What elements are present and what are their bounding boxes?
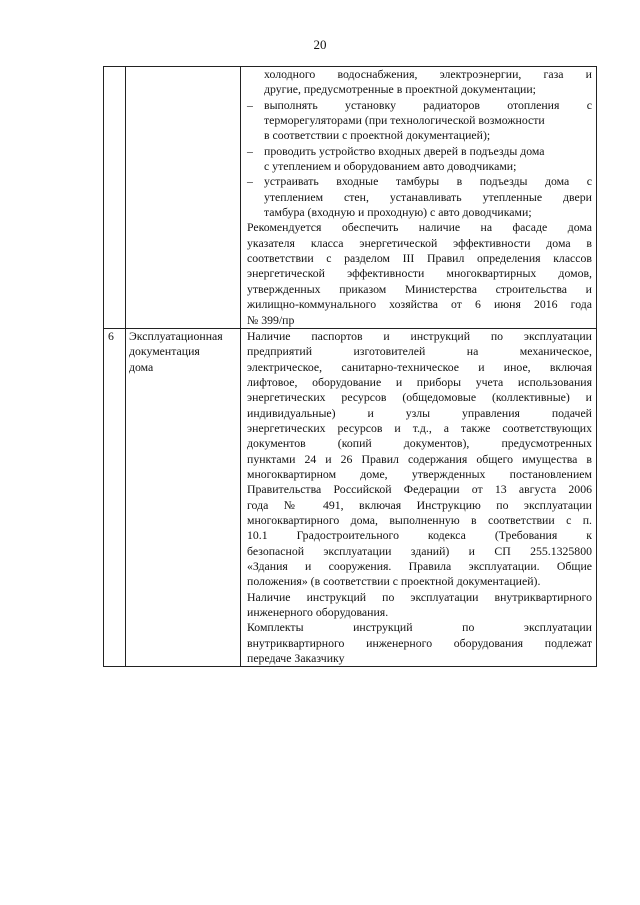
content-line: инженерного оборудования.	[247, 605, 389, 620]
content-line: Наличие инструкций по эксплуатации внутриквартирного	[247, 589, 592, 604]
bullet-item-line: – проводить устройство входных дверей в подъезды дома	[247, 143, 545, 158]
content-line: тамбура (входную и проходную) с авто доводчиками;	[264, 205, 532, 220]
content-line: Комплекты инструкций по эксплуатации	[247, 620, 592, 635]
content-line: многоквартирном доме, утвержденных постановлением	[247, 466, 592, 481]
row-number: 6	[104, 328, 126, 667]
content-line: многоквартирного дома, выполненную в соответствии с п.	[247, 512, 592, 527]
bullet-item-line: – устраивать входные тамбуры в подъезды дома с	[247, 174, 592, 189]
bullet-item-line: – выполнять установку радиаторов отопления с	[247, 97, 592, 112]
content-line: электрическое, санитарно-техническое и иное, включая	[247, 359, 592, 374]
content-line: Правительства Российской Федерации от 13 августа 2006	[247, 482, 592, 497]
content-line: безопасной эксплуатации зданий) и СП 255.1325800	[247, 543, 592, 558]
content-line: утвержденных приказом Министерства строительства и	[247, 281, 592, 296]
dash-bullet: –	[247, 174, 253, 189]
content-line: с утеплением и оборудованием авто доводчиками;	[264, 159, 517, 174]
content-line: Наличие паспортов и инструкций по эксплуатации	[247, 328, 592, 343]
content-line: терморегуляторами (при технологической возможности	[264, 113, 545, 128]
content-line: соответствии с разделом III Правил определения классов	[247, 251, 592, 266]
content-line: жилищно-коммунального хозяйства от 6 июня 2016 года	[247, 297, 592, 312]
content-line: года № 491, включая Инструкцию по эксплуатации	[247, 497, 592, 512]
content-line: холодного водоснабжения, электроэнергии, газа и	[264, 67, 592, 81]
row-content	[241, 67, 597, 329]
content-line: утеплением стен, устанавливать утепленные двери	[264, 189, 592, 204]
content-line: 10.1 Градостроительного кодекса (Требования к	[247, 528, 592, 543]
content-line: энергетической эффективности многоквартирных домов,	[247, 266, 592, 281]
content-line: в соответствии с проектной документацией);	[264, 128, 491, 143]
content-line: № 399/пр	[247, 312, 295, 327]
content-line: внутриквартирного инженерного оборудования подлежат	[247, 635, 592, 650]
content-line: «Здания и сооружения. Правила эксплуатации. Общие	[247, 559, 592, 573]
dash-bullet: –	[247, 97, 253, 112]
row-title-line: Эксплуатационная	[129, 328, 223, 343]
content-line: индивидуальные) и узлы управления подачей	[247, 405, 592, 420]
row-content	[241, 328, 597, 667]
table-row	[104, 67, 597, 329]
content-line: документов (копий документов), предусмотренных	[247, 436, 592, 451]
row-number	[104, 67, 126, 329]
content-line: энергетических ресурсов и т.д., а также соответствующих	[247, 420, 592, 435]
row-title-line: дома	[129, 359, 154, 374]
content-line: другие, предусмотренные в проектной документации;	[264, 82, 536, 97]
row-title	[126, 328, 241, 667]
content-line: лифтовое, оборудование и приборы учета использования	[247, 374, 592, 389]
content-line: предприятий изготовителей на механическое,	[247, 344, 592, 359]
content-line: передаче Заказчику	[247, 651, 345, 666]
requirements-table	[103, 66, 597, 667]
content-line: указателя класса энергетической эффективности дома в	[247, 235, 592, 250]
page-number: 20	[313, 37, 327, 52]
content-line: пунктами 24 и 26 Правил содержания общего имущества в	[247, 451, 592, 466]
content-line: Рекомендуется обеспечить наличие на фасаде дома	[247, 220, 592, 235]
row-title-line: документация	[129, 344, 200, 359]
content-line: положения» (в соответствии с проектной документацией).	[247, 574, 541, 589]
dash-bullet: –	[247, 143, 253, 158]
row-title	[126, 67, 241, 329]
table-row	[104, 328, 597, 667]
content-line: энергетических ресурсов (общедомовые (коллективные) и	[247, 390, 592, 405]
